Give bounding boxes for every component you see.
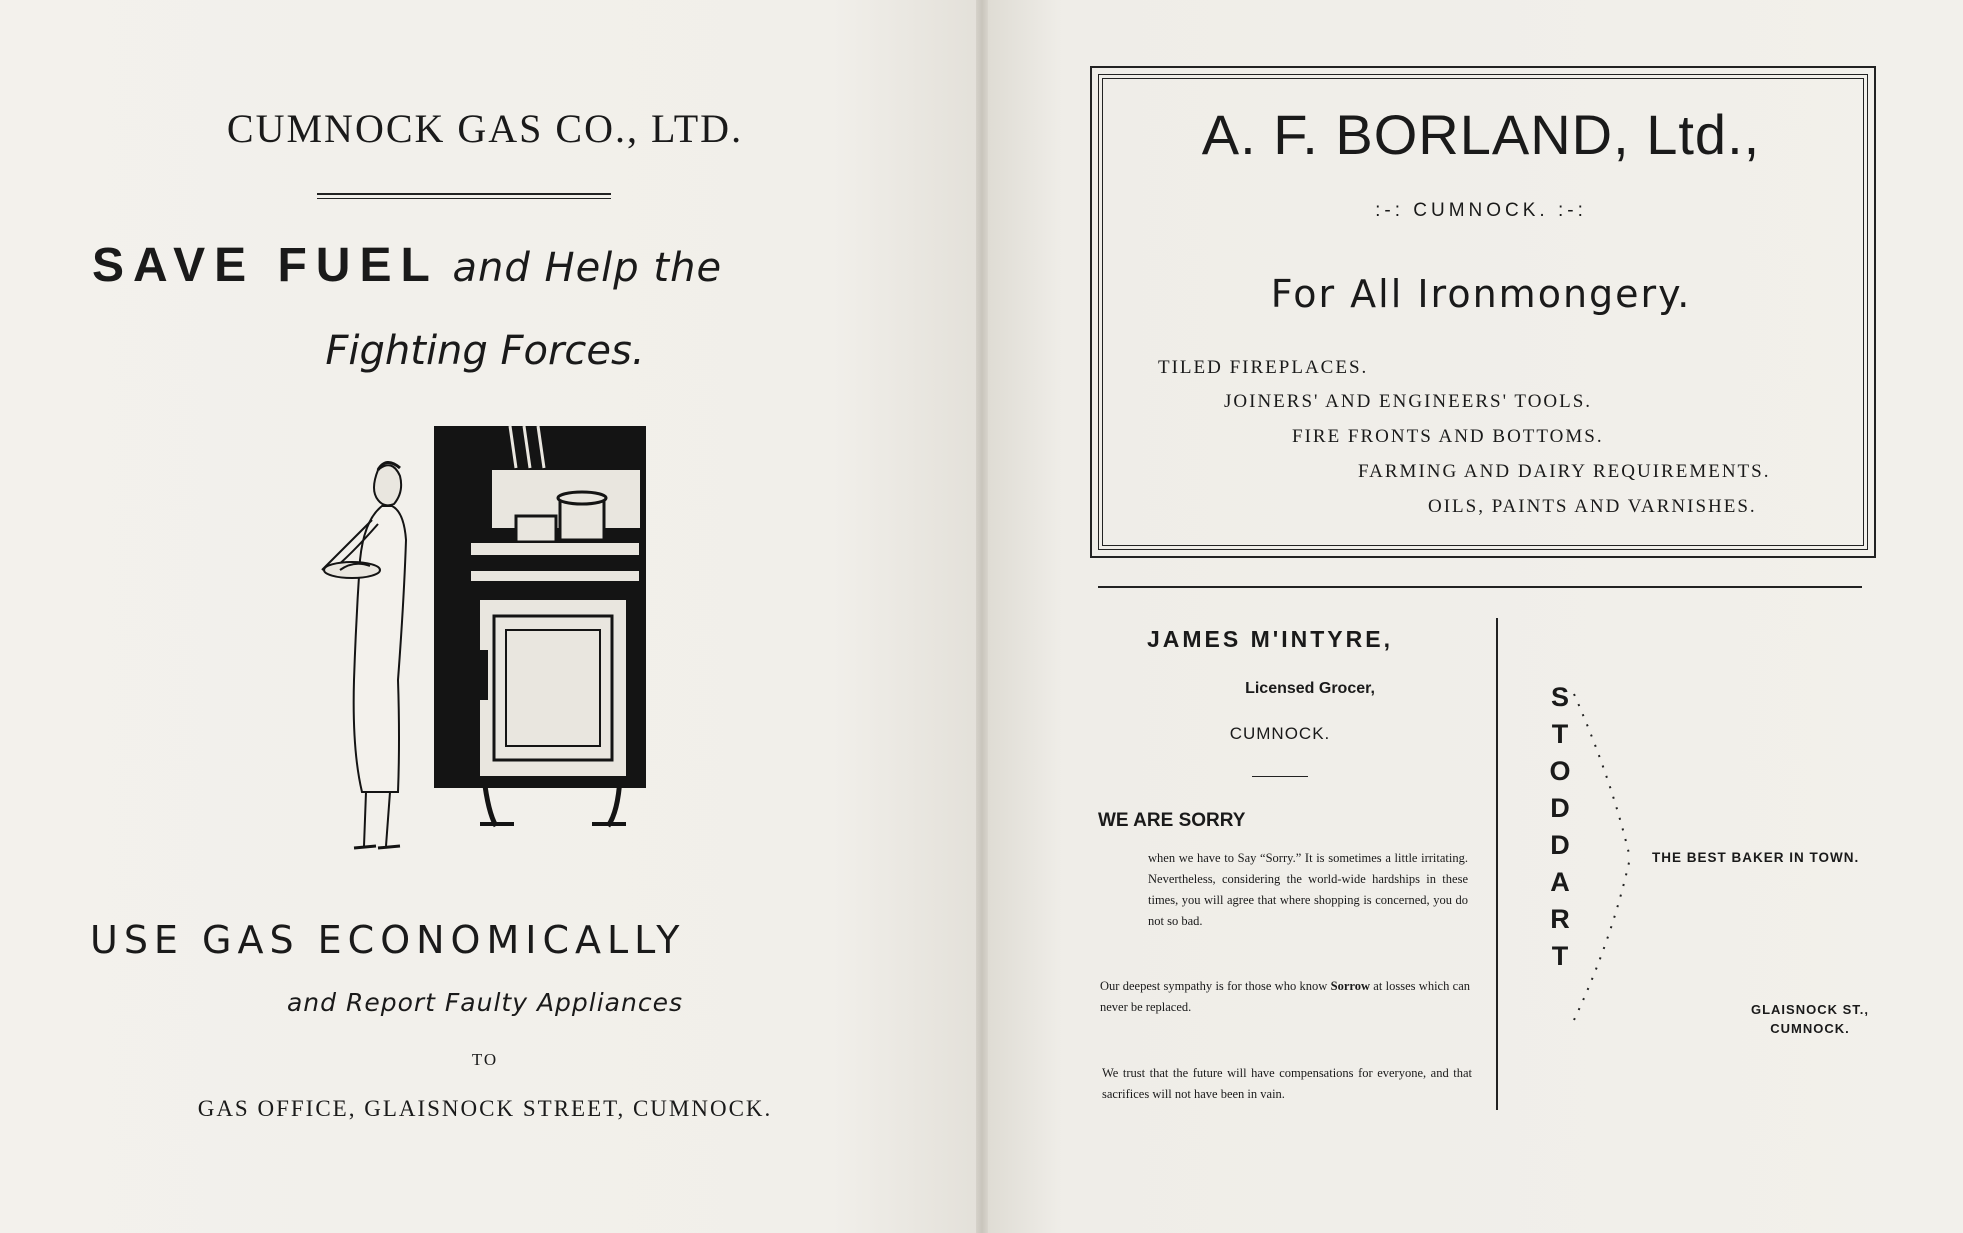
stoddart-letter: S [1550, 682, 1569, 712]
borland-item: FARMING AND DAIRY REQUIREMENTS. [1358, 461, 1771, 482]
save-fuel-script: and Help the [438, 245, 723, 291]
borland-town: :-: CUMNOCK. :-: [1375, 200, 1587, 221]
sorry-paragraph-1: when we have to Say “Sorry.” It is sometimes a little irritating. Nevertheless, considering the world-wide hardships in these times, you will agree that where shopping is concerned, you do not so bad. [1148, 851, 1468, 928]
we-are-sorry-heading: WE ARE SORRY [1098, 810, 1246, 831]
para2-text-c: at losses which can never be replaced. [1100, 979, 1471, 1014]
stoddart-letter: R [1550, 904, 1570, 934]
borland-item: OILS, PAINTS AND VARNISHES. [1428, 496, 1757, 517]
section-divider-rule [1098, 586, 1862, 588]
borland-name: A. F. BORLAND, Ltd., [1201, 103, 1761, 166]
stoddart-address [1750, 1000, 1870, 1038]
stoddart-letter: T [1551, 941, 1569, 971]
mintyre-short-rule [1252, 776, 1308, 777]
best-baker-slogan: THE BEST BAKER IN TOWN. [1652, 850, 1860, 865]
borland-item: JOINERS' AND ENGINEERS' TOOLS. [1224, 391, 1593, 412]
stoddart-letter: O [1549, 756, 1571, 786]
to-line: TO [471, 1050, 499, 1069]
mintyre-trade: Licensed Grocer, [1245, 680, 1375, 697]
stoddart-address-line2: CUMNOCK. [1770, 1021, 1850, 1036]
stoddart-letter: A [1550, 867, 1570, 897]
stoddart-letter: D [1550, 793, 1570, 823]
dotted-leader-lines [1572, 690, 1632, 1030]
borland-item: TILED FIREPLACES. [1158, 357, 1369, 378]
gas-office-address: GAS OFFICE, GLAISNOCK STREET, CUMNOCK. [197, 1096, 773, 1121]
report-faulty-appliances: and Report Faulty Appliances [286, 988, 683, 1017]
mintyre-town: CUMNOCK. [1229, 724, 1331, 743]
use-gas-economically: USE GAS ECONOMICALLY [90, 918, 686, 962]
gas-divider-rule [317, 193, 611, 199]
sorry-paragraph-3: We trust that the future will have compensations for everyone, and that sacrifices will not have been in vain. [1102, 1066, 1472, 1101]
gas-company-name: CUMNOCK GAS CO., LTD. [226, 106, 744, 151]
woman-at-gas-stove-illustration [320, 420, 650, 870]
para2-sorrow-word: Sorrow [1330, 979, 1370, 993]
borland-item: FIRE FRONTS AND BOTTOMS. [1292, 426, 1604, 447]
mintyre-name: JAMES M'INTYRE, [1147, 626, 1393, 652]
sorry-paragraph-2 [1100, 976, 1470, 1018]
borland-tagline: For All Ironmongery. [1270, 272, 1692, 316]
column-divider-rule [1496, 618, 1498, 1110]
stoddart-letter: D [1550, 830, 1570, 860]
fighting-forces-line: Fighting Forces. [325, 328, 645, 374]
save-fuel-bold: SAVE FUEL [92, 239, 439, 292]
stoddart-address-line1: GLAISNOCK ST., [1750, 1002, 1869, 1017]
book-gutter [976, 0, 988, 1233]
stoddart-letter: T [1551, 719, 1569, 749]
save-fuel-headline [92, 238, 892, 293]
para2-text-a: Our deepest sympathy is for those who know [1100, 979, 1331, 993]
